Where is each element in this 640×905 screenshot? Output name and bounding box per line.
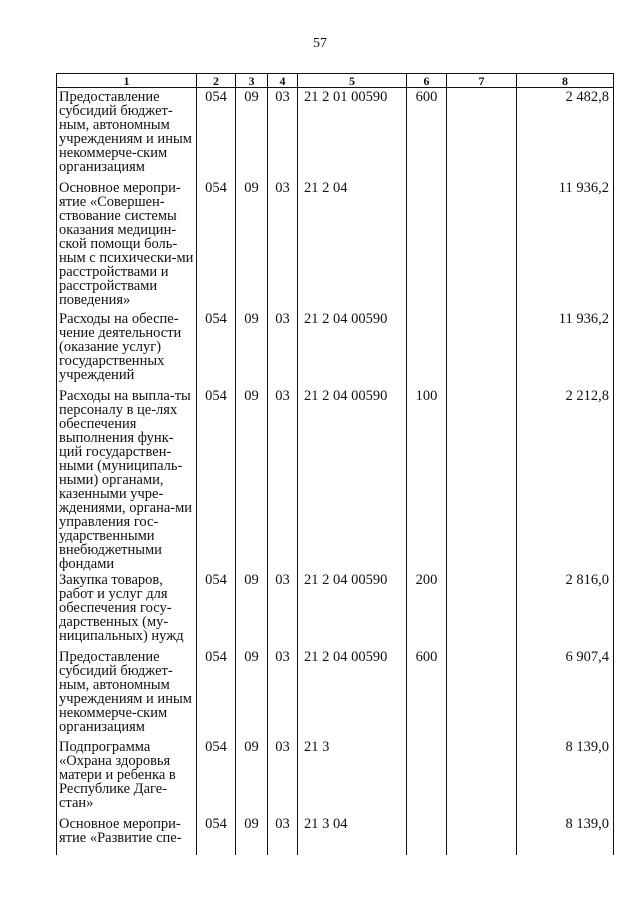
header-col-8: 8 (517, 74, 614, 88)
row-csr: 21 3 (298, 738, 407, 815)
row-code: 054 (197, 88, 236, 179)
row-name: Предоставление субсидий бюджет-ным, автономным учреждениям и иным некоммерче-ским организациям (57, 88, 197, 179)
row-col7 (447, 88, 517, 179)
row-section: 09 (236, 179, 268, 310)
row-code: 054 (197, 179, 236, 310)
row-csr: 21 2 04 00590 (298, 648, 407, 738)
row-name: Предоставление субсидий бюджет-ным, автономным учреждениям и иным некоммерче-ским организациям (57, 648, 197, 738)
table-row (57, 571, 614, 648)
row-name: Подпрограмма «Охрана здоровья матери и ребенка в Республике Даге-стан» (57, 738, 197, 815)
header-col-6: 6 (407, 74, 447, 88)
table-row (57, 815, 614, 855)
budget-table (56, 73, 614, 855)
row-vr: 600 (407, 648, 447, 738)
row-csr: 21 2 04 00590 (298, 310, 407, 387)
row-amount: 2 816,0 (517, 571, 614, 648)
table-row (57, 387, 614, 571)
row-col7 (447, 571, 517, 648)
row-col7 (447, 738, 517, 815)
row-vr (407, 815, 447, 855)
header-col-2: 2 (197, 74, 236, 88)
row-section: 09 (236, 387, 268, 571)
row-code: 054 (197, 571, 236, 648)
table-row (57, 648, 614, 738)
row-section: 09 (236, 571, 268, 648)
row-subsection: 03 (268, 387, 298, 571)
table-row (57, 179, 614, 310)
row-name: Основное меропри-ятие «Развитие спе- (57, 815, 197, 855)
row-amount: 2 212,8 (517, 387, 614, 571)
row-code: 054 (197, 815, 236, 855)
row-vr: 200 (407, 571, 447, 648)
row-code: 054 (197, 310, 236, 387)
row-vr: 600 (407, 88, 447, 179)
row-subsection: 03 (268, 88, 298, 179)
row-csr: 21 3 04 (298, 815, 407, 855)
row-amount: 8 139,0 (517, 738, 614, 815)
page-number: 57 (313, 36, 327, 51)
row-col7 (447, 387, 517, 571)
row-code: 054 (197, 648, 236, 738)
row-code: 054 (197, 387, 236, 571)
row-col7 (447, 310, 517, 387)
header-col-4: 4 (268, 74, 298, 88)
row-amount: 6 907,4 (517, 648, 614, 738)
row-csr: 21 2 04 (298, 179, 407, 310)
row-amount: 8 139,0 (517, 815, 614, 855)
row-subsection: 03 (268, 310, 298, 387)
row-name: Закупка товаров, работ и услуг для обеспечения госу-дарственных (му-ниципальных) нужд (57, 571, 197, 648)
row-csr: 21 2 01 00590 (298, 88, 407, 179)
row-vr (407, 738, 447, 815)
header-col-5: 5 (298, 74, 407, 88)
row-csr: 21 2 04 00590 (298, 571, 407, 648)
row-amount: 11 936,2 (517, 179, 614, 310)
row-subsection: 03 (268, 648, 298, 738)
row-vr (407, 179, 447, 310)
table-row (57, 738, 614, 815)
row-section: 09 (236, 738, 268, 815)
row-code: 054 (197, 738, 236, 815)
row-vr: 100 (407, 387, 447, 571)
header-col-3: 3 (236, 74, 268, 88)
row-name: Расходы на выпла-ты персоналу в це-лях обеспечения выполнения функ-ций государствен-ными (муниципаль-ными) органами, казенными учре-ждениями, органа-ми управления гос-ударственными внебюджетными фондами (57, 387, 197, 571)
row-subsection: 03 (268, 738, 298, 815)
header-col-7: 7 (447, 74, 517, 88)
row-subsection: 03 (268, 815, 298, 855)
row-col7 (447, 179, 517, 310)
row-col7 (447, 648, 517, 738)
row-name: Основное меропри-ятие «Совершен-ствование системы оказания медицин-ской помощи боль-ным с психически-ми расстройствами и расстройствами поведения» (57, 179, 197, 310)
table-body (57, 88, 614, 855)
row-name: Расходы на обеспе-чение деятельности (оказание услуг) государственных учреждений (57, 310, 197, 387)
row-section: 09 (236, 310, 268, 387)
row-subsection: 03 (268, 179, 298, 310)
row-subsection: 03 (268, 571, 298, 648)
row-section: 09 (236, 648, 268, 738)
table-row (57, 88, 614, 179)
row-section: 09 (236, 815, 268, 855)
header-row (57, 74, 614, 88)
header-col-1: 1 (57, 74, 197, 88)
row-amount: 11 936,2 (517, 310, 614, 387)
row-csr: 21 2 04 00590 (298, 387, 407, 571)
row-amount: 2 482,8 (517, 88, 614, 179)
row-col7 (447, 815, 517, 855)
table-row (57, 310, 614, 387)
row-vr (407, 310, 447, 387)
row-section: 09 (236, 88, 268, 179)
